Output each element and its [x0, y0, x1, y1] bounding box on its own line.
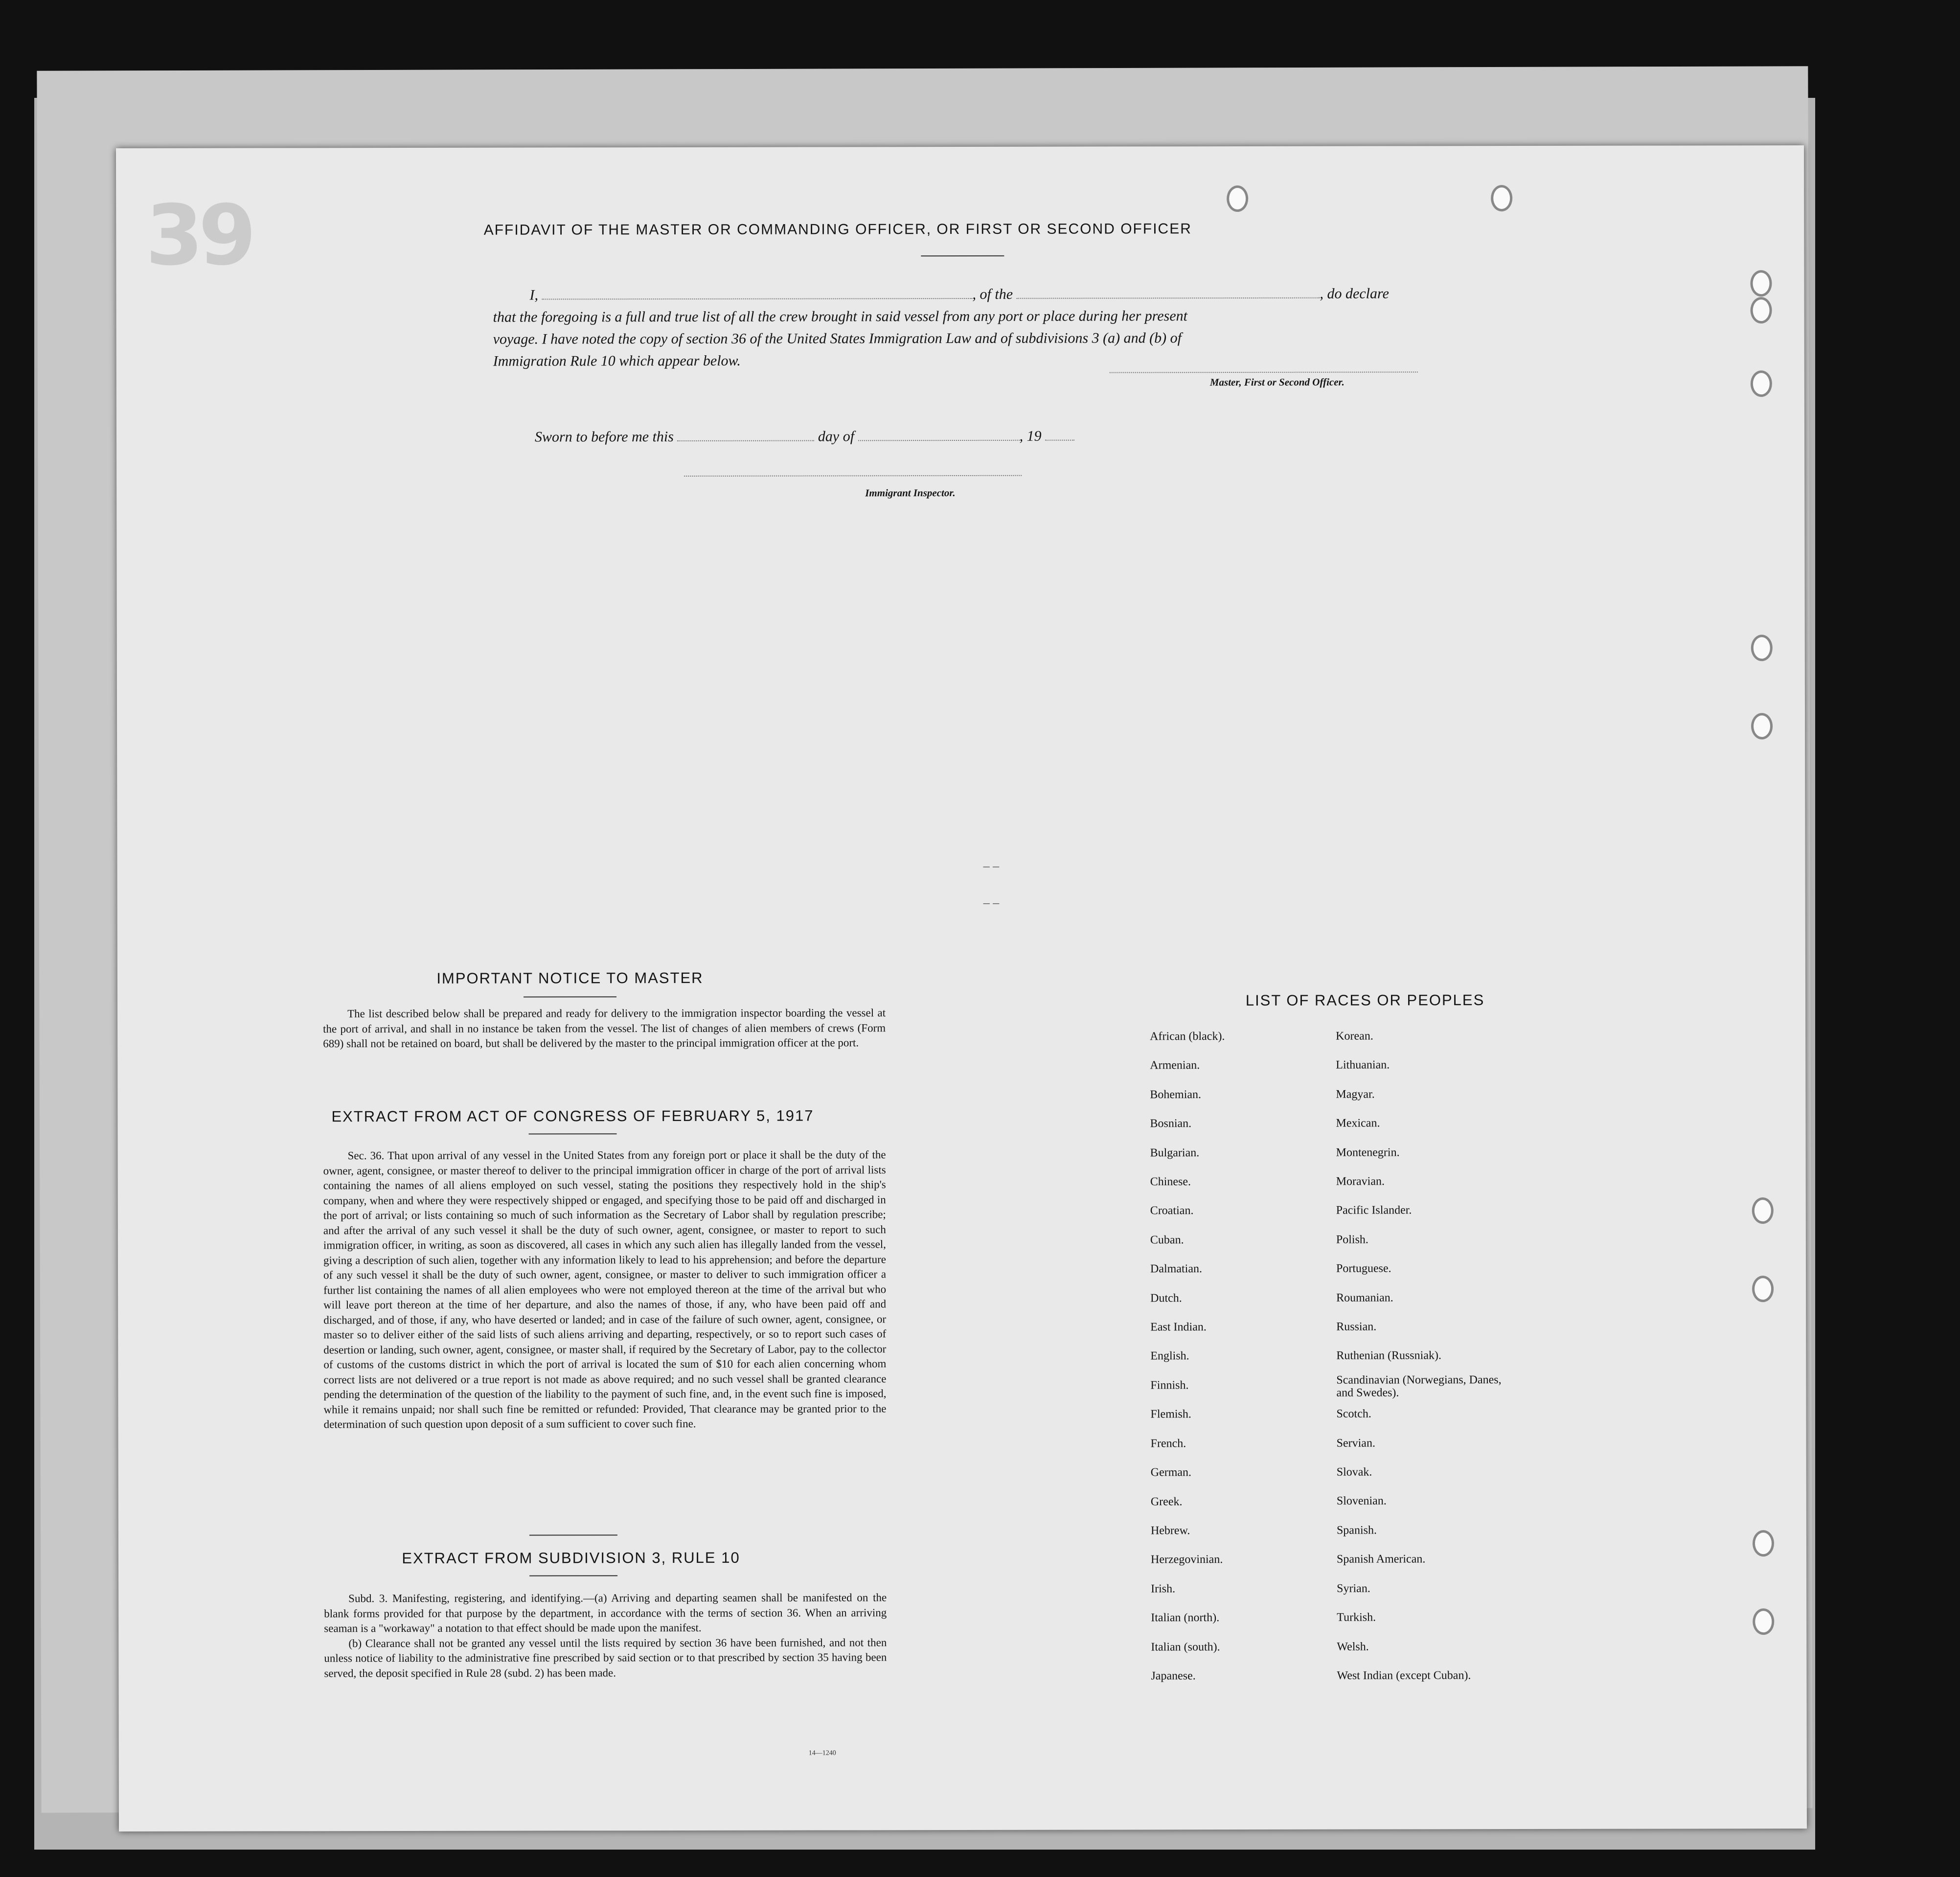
race-item: Magyar.: [1336, 1088, 1375, 1101]
race-item: Flemish.: [1150, 1408, 1191, 1421]
race-item: English.: [1150, 1350, 1189, 1363]
race-item: Spanish American.: [1337, 1553, 1426, 1566]
race-item: Ruthenian (Russniak).: [1336, 1349, 1441, 1363]
inspector-label: Immigrant Inspector.: [865, 487, 956, 499]
races-title: LIST OF RACES OR PEOPLES: [1245, 991, 1485, 1009]
race-item: German.: [1150, 1466, 1192, 1479]
race-item: Herzegovinian.: [1151, 1553, 1223, 1566]
document-page: [116, 145, 1807, 1831]
race-item: Moravian.: [1336, 1175, 1385, 1188]
form-number: 14—1240: [808, 1749, 836, 1757]
year-label: , 19: [1019, 428, 1042, 444]
affidavit-i-label: I,: [529, 287, 539, 303]
race-item: Pacific Islander.: [1336, 1204, 1412, 1217]
race-item: Dalmatian.: [1150, 1262, 1202, 1276]
punch-hole: [1751, 370, 1772, 397]
affidavit-line-4: Immigration Rule 10 which appear below.: [493, 352, 741, 369]
races-column-2: [1336, 1022, 1513, 1691]
race-item: Montenegrin.: [1336, 1146, 1400, 1159]
day-blank[interactable]: [677, 440, 814, 441]
month-blank[interactable]: [858, 439, 1020, 441]
race-item: Croatian.: [1150, 1204, 1194, 1217]
signature-label: Master, First or Second Officer.: [1209, 376, 1345, 389]
rule-text: [324, 1590, 887, 1681]
affidavit-line-1: [529, 285, 1389, 303]
race-item: African (black).: [1150, 1030, 1225, 1043]
race-item: Hebrew.: [1150, 1524, 1190, 1537]
punch-hole: [1753, 1530, 1774, 1557]
race-item: Lithuanian.: [1336, 1058, 1390, 1072]
sworn-line: [535, 428, 1074, 446]
punch-hole: [1752, 1197, 1774, 1224]
page-number-stamp: 39: [145, 187, 252, 284]
affidavit-line-3: voyage. I have noted the copy of section 36 of the United States Immigration Law and of subdivisions 3 (a) and (b) of: [493, 330, 1182, 347]
act-title: EXTRACT FROM ACT OF CONGRESS OF FEBRUARY 5, 1917: [331, 1107, 814, 1125]
race-item: Greek.: [1150, 1495, 1183, 1508]
signature-line[interactable]: [1110, 366, 1418, 375]
punch-hole: [1752, 1276, 1774, 1302]
race-item: Scotch.: [1336, 1407, 1371, 1420]
race-item: Spanish.: [1336, 1524, 1377, 1537]
affidavit-of-label: , of the: [972, 286, 1013, 302]
notice-text: [323, 1006, 886, 1052]
notice-rule: [524, 996, 616, 997]
race-item: Armenian.: [1150, 1059, 1200, 1072]
race-item: Slovak.: [1336, 1465, 1372, 1479]
punch-hole: [1753, 1608, 1774, 1635]
race-item: East Indian.: [1150, 1321, 1207, 1334]
rule-title: EXTRACT FROM SUBDIVISION 3, RULE 10: [402, 1549, 740, 1567]
punch-hole: [1751, 635, 1773, 661]
punch-hole: [1751, 297, 1772, 323]
punch-hole: [1751, 713, 1773, 739]
race-item: Welsh.: [1337, 1640, 1369, 1653]
race-item: Irish.: [1151, 1582, 1176, 1596]
race-item: Dutch.: [1150, 1291, 1182, 1305]
race-item: Syrian.: [1337, 1582, 1370, 1595]
act-end-rule: [529, 1534, 617, 1535]
race-item: Italian (north).: [1151, 1611, 1220, 1625]
race-item: Finnish.: [1150, 1379, 1189, 1392]
notice-paragraph: The list described below shall be prepared and ready for delivery to the immigration inspector boarding the vessel at the port of arrival, and shall in no instance be taken from the vessel. The list of changes of alien members of crews (Form 689) shall not be retained on board, but shall be delivered by the master to the principal immigration officer at the port.: [323, 1007, 886, 1050]
race-item: Bosnian.: [1150, 1117, 1192, 1130]
race-item: Roumanian.: [1336, 1291, 1393, 1305]
race-item: West Indian (except Cuban).: [1337, 1669, 1471, 1682]
punch-hole: [1227, 185, 1248, 212]
race-item: Japanese.: [1151, 1670, 1196, 1683]
race-item: Russian.: [1336, 1320, 1377, 1333]
act-text: [323, 1147, 887, 1432]
race-item: Cuban.: [1150, 1234, 1184, 1247]
race-item: Portuguese.: [1336, 1262, 1391, 1275]
dash-mark: – –: [983, 858, 1000, 873]
race-item: Polish.: [1336, 1233, 1368, 1246]
year-blank[interactable]: [1045, 439, 1074, 441]
dash-mark: – –: [983, 895, 1000, 910]
act-paragraph: Sec. 36. That upon arrival of any vessel in the United States from any foreign port or place it shall be the duty of the owner, agent, consignee, or master thereof to deliver to the principal immigration officer in charge of the port of arrival lists containing the names of all aliens employed on such vessel, stating the positions they respectively hold in the ship's company, when and where they were respectively shipped or engaged, and specifying those to be paid off and discharged in the port of arrival; or lists containing so much of such information as the Secretary of Labor shall by regulation prescribe; and after the arrival of any such vessel it shall be the duty of such owner, agent, consignee, or master to report to such immigration officer, in writing, as soon as discovered, all cases in which any such alien has illegally landed from the vessel, giving a description of such alien, together with any information likely to lead to his apprehension; and before the departure of any such vessel it shall be the duty of such owner, agent, consignee, or master to deliver to such immigration officer a further list containing the names of all alien employees who were not employed thereon at the time of the arrival but who will leave port thereon at the time of her departure, and also the names of those, if any, who have been paid off and discharged, and of those, if any, who have deserted or landed; and in case of the failure of such owner, agent, consignee, or master so to deliver either of the said lists of such aliens arriving and departing, respectively, or so to report such cases of desertion or landing, such owner, agent, consignee, or master shall, if required by the Secretary of Labor, pay to the collector of customs of the customs district in which the port of arrival is located the sum of $10 for each alien concerning whom correct lists are not delivered or a true report is not made as above required; and no such vessel shall be granted clearance pending the determination of the question of the liability to the payment of such fine, and, in the event such fine is imposed, while it remains unpaid; nor shall such fine be remitted or refunded: Provided, That clearance may be granted prior to the determination of such question upon deposit of a sum sufficient to cover such fine.: [323, 1148, 887, 1431]
vessel-blank[interactable]: [1017, 297, 1320, 299]
race-item: Turkish.: [1337, 1611, 1376, 1624]
rule-title-rule: [529, 1575, 617, 1576]
race-item: French.: [1150, 1437, 1186, 1450]
affidavit-declare-label: , do declare: [1320, 285, 1389, 302]
race-item: Mexican.: [1336, 1117, 1380, 1130]
rule-paragraph-b: (b) Clearance shall not be granted any vessel until the lists required by section 36 have been furnished, and not then unless notice of liability to the administrative fine prescribed by said section or to that prescribed by section 35 having been served, the deposit specified in Rule 28 (subd. 2) has been made.: [324, 1636, 887, 1679]
race-item: Slovenian.: [1336, 1494, 1387, 1508]
act-rule: [529, 1133, 617, 1134]
race-item: Servian.: [1336, 1437, 1375, 1450]
race-item: Scandinavian (Norwegians, Danes, and Swedes).: [1336, 1373, 1502, 1399]
affidavit-title: AFFIDAVIT OF THE MASTER OR COMMANDING OFFICER, OR FIRST OR SECOND OFFICER: [483, 221, 1192, 238]
race-item: Chinese.: [1150, 1175, 1191, 1189]
sworn-label: Sworn to before me this: [535, 429, 674, 445]
races-column-1: [1150, 1022, 1226, 1691]
race-item: Bohemian.: [1150, 1088, 1202, 1101]
race-item: Korean.: [1336, 1030, 1373, 1043]
punch-hole: [1750, 270, 1772, 297]
affidavit-line-2: that the foregoing is a full and true list of all the crew brought in said vessel from any port or place during her present: [493, 308, 1187, 325]
rule-paragraph-a: Subd. 3. Manifesting, registering, and identifying.—(a) Arriving and departing seamen shall be manifested on the blank forms provided for that purpose by the department, in accordance with the terms of section 36. When an arriving seaman is a "workaway" a notation to that effect should be made upon the manifest.: [324, 1591, 887, 1635]
race-item: Bulgarian.: [1150, 1146, 1200, 1159]
name-blank[interactable]: [542, 298, 973, 300]
inspector-line[interactable]: [684, 470, 1022, 479]
race-item: Italian (south).: [1151, 1640, 1220, 1653]
punch-hole: [1491, 185, 1512, 211]
day-of-label: day of: [818, 428, 855, 445]
title-rule: [921, 255, 1004, 256]
notice-title: IMPORTANT NOTICE TO MASTER: [436, 969, 704, 987]
